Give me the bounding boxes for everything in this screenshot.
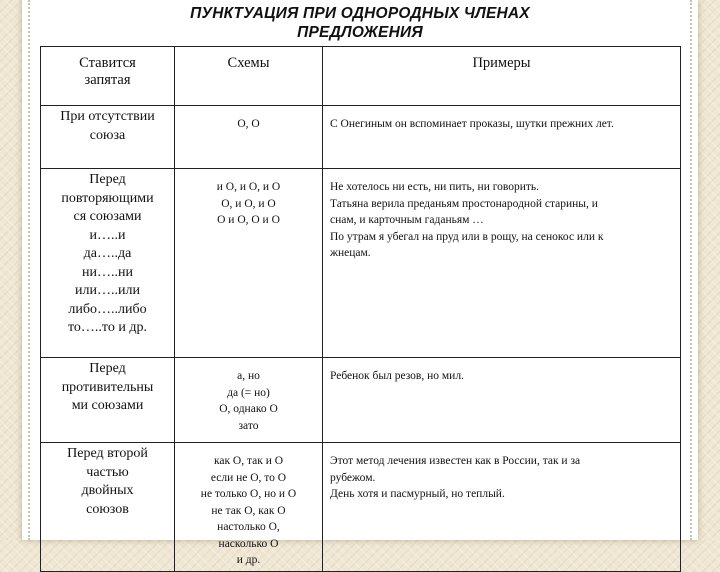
scheme-line: а, но [237,370,260,382]
example-cell [323,169,681,358]
example-line: С Онегиным он вспоминает проказы, шутки прежних лет. [330,118,614,130]
scheme-line: не так О, как О [211,504,286,517]
scheme-line: О, и О, и О [221,197,276,210]
condition-line: ми союзами [71,398,144,413]
condition-line: или…..или [75,283,140,298]
condition-line: союза [89,127,126,143]
header-comma-line-1: Ставится [79,55,136,71]
condition-line: Перед [89,361,126,376]
header-comma-line-2: запятая [84,72,131,88]
scheme-line: настолько О, [217,521,280,533]
condition-line: противительны [61,379,154,395]
condition-line: повторяющими [61,190,154,206]
scheme-line: не только О, но и О [200,488,297,500]
example-line: Не хотелось ни есть, ни пить, ни говорить. [330,181,540,193]
table-row [41,169,681,358]
condition-line: союзов [86,501,129,517]
table-row [41,443,681,572]
scheme-line: О, однако О [219,403,278,415]
page-title [22,4,698,46]
scheme-line: как О, так и О [213,455,284,467]
example-line: рубежом. [330,471,376,484]
condition-line: При отсутствии [60,109,155,124]
example-line: снам, и карточным гаданьям … [330,214,484,226]
header-comma-placed [41,47,175,106]
scheme-cell [175,443,323,572]
scheme-line: зато [238,419,259,432]
example-line: День хотя и пасмурный, но теплый. [330,488,505,500]
condition-line: ся союзами [73,209,142,224]
condition-line: да…..да [83,246,132,261]
condition-line: либо…..либо [68,301,147,317]
scheme-line: О, О [237,118,260,130]
header-schemes: Схемы [175,47,323,106]
condition-cell [41,106,175,169]
example-line: Ребенок был резов, но мил. [330,370,464,382]
table-row [41,106,681,169]
example-line: По утрам я убегал на пруд или в рощу, на сенокос или к [330,230,604,243]
condition-cell [41,358,175,443]
example-line: жнецам. [330,247,371,259]
condition-line: то…..то и др. [68,320,147,335]
scheme-line: если не О, то О [210,471,287,484]
scheme-cell [175,169,323,358]
example-cell [323,106,681,169]
condition-line: Перед [89,172,126,187]
scheme-line: насколько О [218,537,279,550]
page-title-line-1: ПУНКТУАЦИЯ ПРИ ОДНОРОДНЫХ ЧЛЕНАХ [190,5,530,22]
condition-line: Перед второй [67,446,148,461]
scheme-cell [175,106,323,169]
condition-cell [41,169,175,358]
table-header-row [41,47,681,106]
page-title-line-2: ПРЕДЛОЖЕНИЯ [297,24,423,41]
scheme-line: да (= но) [227,386,270,399]
condition-line: и…..и [89,227,126,243]
scheme-line: О и О, О и О [217,214,280,226]
table-row [41,358,681,443]
scheme-line: и О, и О, и О [216,181,281,193]
scheme-line: и др. [236,554,261,566]
condition-line: частью [86,464,129,480]
example-cell [323,443,681,572]
example-line: Татьяна верила преданьям простонародной старины, и [330,197,598,210]
punctuation-table [40,46,681,572]
example-line: Этот метод лечения известен как в России, так и за [330,455,581,467]
condition-line: ни…..ни [82,264,133,280]
header-examples: Примеры [323,47,681,106]
example-cell [323,358,681,443]
scheme-cell [175,358,323,443]
condition-line: двойных [81,483,134,498]
condition-cell [41,443,175,572]
